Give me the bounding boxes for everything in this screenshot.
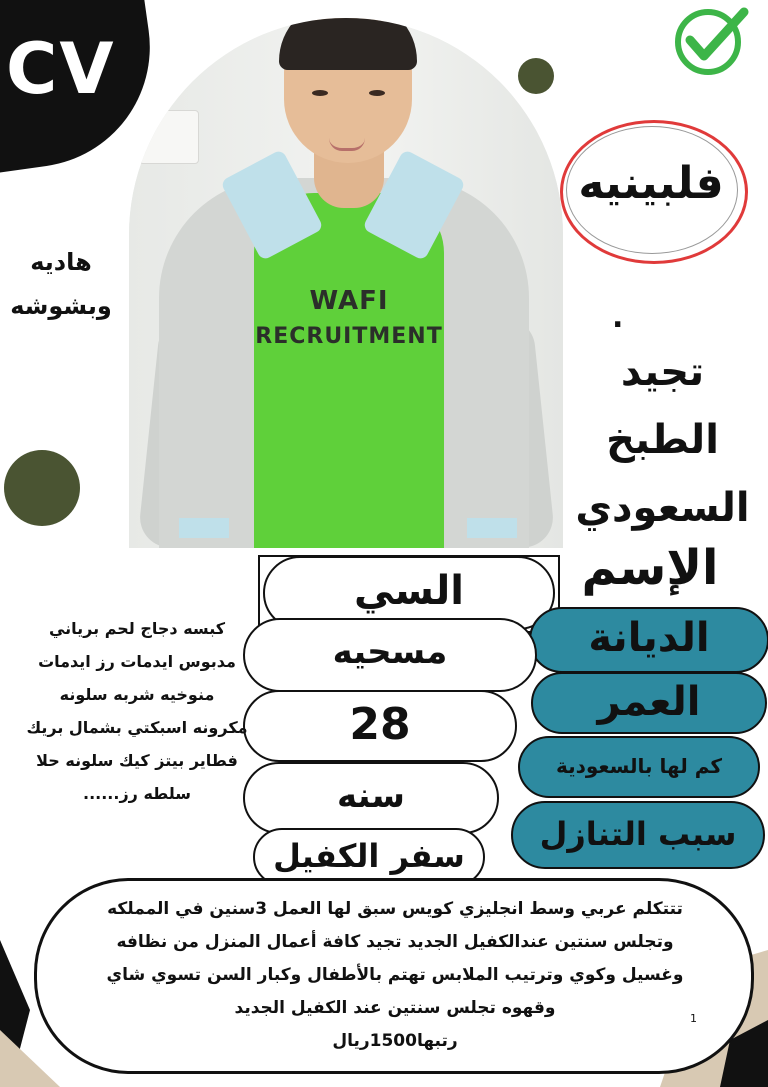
nationality-text: فلبينيه	[578, 158, 724, 209]
skill-line: كبسه دجاج لحم برياني	[48, 619, 226, 638]
olive-dot-small	[518, 58, 554, 94]
skill-line: مدبوس ايدمات رز ايدمات	[38, 652, 236, 671]
personality-text	[6, 240, 116, 328]
skill-line: منوخيه شربه سلونه	[59, 685, 215, 704]
description-line: وقهوه تجلس سنتين عند الكفيل الجديد	[234, 998, 556, 1018]
transfer-reason-label: سبب التنازل	[511, 801, 765, 869]
description-line: تتتكلم عربي وسط انجليزي كويس سبق لها العمل 3سنين في المملكه	[107, 899, 683, 919]
cooking-line: تجيد الطبخ	[606, 349, 719, 463]
shirt-print-line1: WAFI	[309, 286, 389, 316]
name-value: السي	[263, 556, 555, 630]
transfer-reason-value: سفر الكفيل	[253, 828, 485, 886]
shirt-print	[254, 283, 444, 355]
page-number: 1	[690, 1012, 697, 1025]
description-line: رتبها1500ريال	[332, 1031, 458, 1051]
cooking-text	[560, 338, 765, 542]
religion-label: الديانة	[529, 607, 768, 673]
cuff-right	[467, 518, 517, 538]
personality-line: هاديه	[30, 248, 92, 276]
hair	[279, 18, 417, 70]
profile-photo	[129, 18, 563, 548]
ksa-duration-value: سنه	[243, 762, 499, 834]
description-line: وغسيل وكوي وترتيب الملابس تهتم بالأطفال وكبار السن تسوي شاي	[106, 965, 684, 985]
check-icon	[672, 4, 750, 78]
description-text	[70, 893, 720, 1058]
personality-line: وبشوشه	[10, 292, 112, 320]
age-label: العمر	[531, 672, 767, 734]
ksa-duration-label: كم لها بالسعودية	[518, 736, 760, 798]
cuff-left	[179, 518, 229, 538]
shirt-print-line2: RECRUITMENT	[255, 324, 443, 349]
age-value: 28	[243, 690, 517, 762]
cooking-line: السعودي	[575, 485, 750, 531]
olive-dot-large	[4, 450, 80, 526]
name-label: الإسم	[581, 540, 719, 596]
cv-badge: CV	[6, 28, 116, 110]
eye-left	[312, 90, 328, 96]
wall-socket	[139, 110, 199, 164]
dot-mark: .	[612, 300, 624, 335]
skill-line: مكرونه اسبكتي بشمال بريك	[26, 718, 248, 737]
description-line: وتجلس سنتين عندالكفيل الجديد تجيد كافة أعمال المنزل من نظافه	[116, 932, 674, 952]
eye-right	[369, 90, 385, 96]
skill-line: سلطه رز......	[82, 784, 191, 803]
cooking-skills-list	[14, 612, 260, 810]
religion-value: مسحيه	[243, 618, 537, 692]
skill-line: فطاير بيتز كيك سلونه حلا	[36, 751, 238, 770]
